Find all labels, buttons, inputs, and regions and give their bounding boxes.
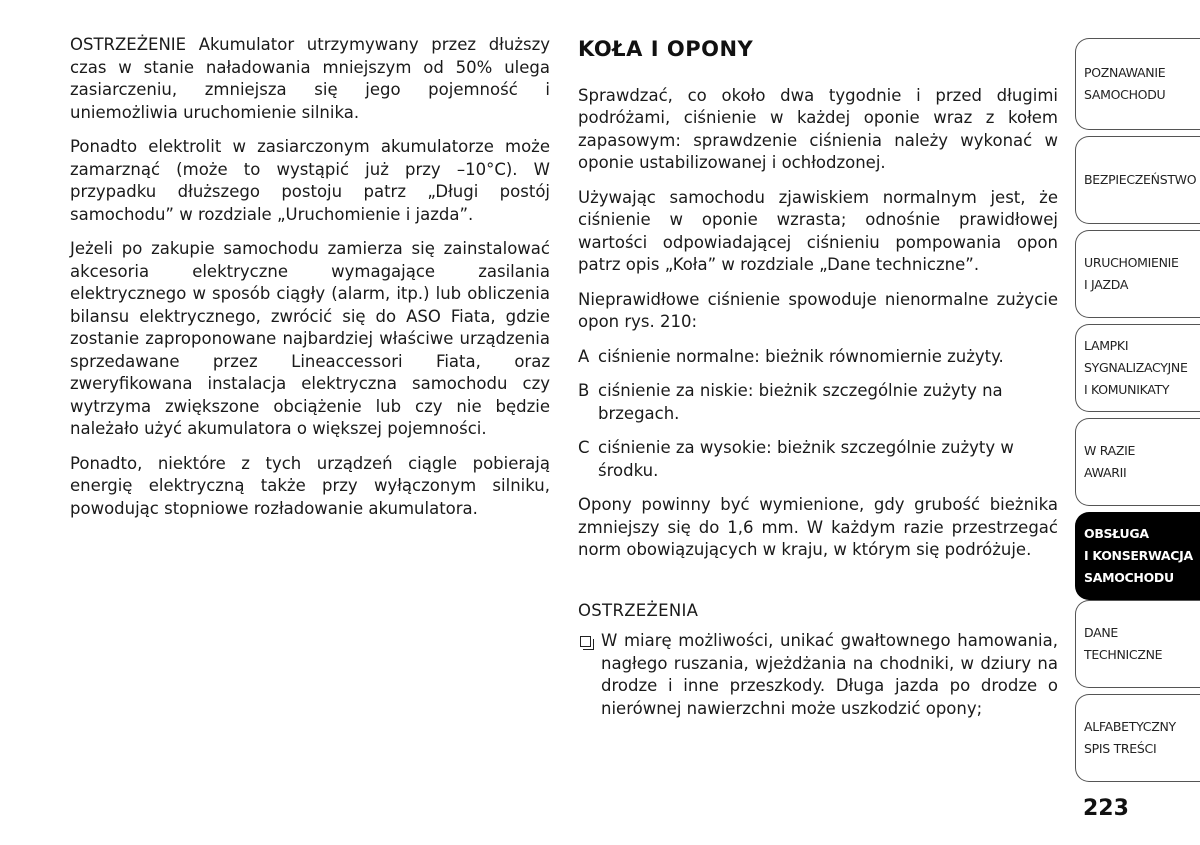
tab-label: OBSŁUGA I KONSERWACJA SAMOCHODU [1084, 526, 1193, 585]
tab-label: W RAZIE AWARII [1084, 443, 1136, 480]
tab-bezpieczenstwo[interactable] [1075, 136, 1200, 224]
tab-label: ALFABETYCZNY SPIS TREŚCI [1084, 719, 1176, 756]
tab-w-razie-awarii[interactable] [1075, 418, 1200, 506]
paragraph-electrolyte: Ponadto elektrolit w zasiarczonym akumulatorze może zamarznąć (może to wystąpić już przy –10°C). W przypadku dłuższego postoju patrz „Długi postój samochodu” w rozdziale „Uruchomienie i jazda”. [70, 137, 550, 224]
warning-heading: OSTRZEŻENIA [578, 600, 699, 620]
item-text: ciśnienie za wysokie: bieżnik szczególnie zużyty w środku. [598, 438, 1014, 480]
item-label: B [578, 381, 590, 400]
paragraph-check-pressure: Sprawdzać, co około dwa tygodnie i przed długimi podróżami, ciśnienie w każdej oponie wraz z kołem zapasowym: sprawdzenie ciśnienia należy wykonać w oponie ustabilizowanej i ochłodzonej. [578, 85, 1058, 172]
tab-dane-techniczne[interactable] [1075, 600, 1200, 688]
checkbox-bullet-icon [580, 636, 591, 647]
paragraph-tire-replacement: Opony powinny być wymienione, gdy grubość bieżnika zmniejszy się do 1,6 mm. W każdym razie przestrzegać norm obowiązujących w kraju, w którym się podróżuje. [578, 495, 1058, 559]
tab-lampki-sygnalizacyjne[interactable] [1075, 324, 1200, 412]
warning-bullet-text: W miarę możliwości, unikać gwałtownego hamowania, nagłego ruszania, wjeżdżania na chodniki, w dziury na drodze i inne przeszkody. Długa jazda po drodze o nierównej nawierzchni może uszkodzić opony; [601, 631, 1058, 718]
section-title: KOŁA I OPONY [578, 37, 754, 61]
item-label: C [578, 438, 590, 457]
list-item [578, 380, 1058, 425]
tab-poznawanie-samochodu[interactable] [1075, 38, 1200, 130]
paragraph-accessories: Jeżeli po zakupie samochodu zamierza się zainstalować akcesoria elektryczne wymagające zasilania elektrycznego w sposób ciągły (alarm, itp.) lub obliczenia bilansu elektrycznego, zwrócić się do ASO Fiata, gdzie zostanie zaproponowane najbardziej właściwe urządzenia sprzedawane przez Lineaccessori Fiata, oraz zweryfikowana instalacja elektryczna samochodu czy wytrzyma zwiększone obciążenie lub czy nie będzie należało użyć akumulatora o większej pojemności. [70, 239, 550, 438]
item-text: ciśnienie za niskie: bieżnik szczególnie zużyty na brzegach. [598, 381, 1003, 423]
list-item [578, 346, 1058, 369]
left-column [70, 34, 550, 532]
list-item [578, 437, 1058, 482]
paragraph-battery-warning: OSTRZEŻENIE Akumulator utrzymywany przez dłuższy czas w stanie naładowania mniejszym od 50% ulega zasiarczeniu, zmniejsza się jego pojemność i uniemożliwia uruchomienie silnika. [70, 35, 550, 122]
paragraph-abnormal-wear: Nieprawidłowe ciśnienie spowoduje nienormalne zużycie opon rys. 210: [578, 289, 1058, 331]
tab-label: LAMPKI SYGNALIZACYJNE I KOMUNIKATY [1084, 338, 1188, 397]
item-text: ciśnienie normalne: bieżnik równomiernie zużyty. [598, 346, 1004, 366]
page-number: 223 [1083, 796, 1129, 821]
tab-alfabetyczny-spis-tresci[interactable] [1075, 694, 1200, 782]
tab-label: BEZPIECZEŃSTWO [1084, 172, 1197, 187]
tab-label: POZNAWANIE SAMOCHODU [1084, 65, 1166, 102]
tab-uruchomienie-i-jazda[interactable] [1075, 230, 1200, 318]
warning-bullet [578, 630, 1058, 720]
paragraph-energy-draw: Ponadto, niektóre z tych urządzeń ciągle pobierają energię elektryczną także przy wyłączonym silniku, powodując stopniowe rozładowanie akumulatora. [70, 453, 550, 518]
paragraph-pressure-rise: Używając samochodu zjawiskiem normalnym jest, że ciśnienie w oponie wzrasta; odnośnie prawidłowej wartości odpowiadającej ciśnieniu pompowania opon patrz opis „Koła” w rozdziale „Dane techniczne”. [578, 187, 1058, 274]
tab-label: URUCHOMIENIE I JAZDA [1084, 255, 1179, 292]
right-column [578, 34, 1058, 720]
tab-label: DANE TECHNICZNE [1084, 625, 1163, 662]
item-label: A [578, 346, 590, 366]
tab-obsluga-i-konserwacja[interactable] [1075, 512, 1200, 600]
